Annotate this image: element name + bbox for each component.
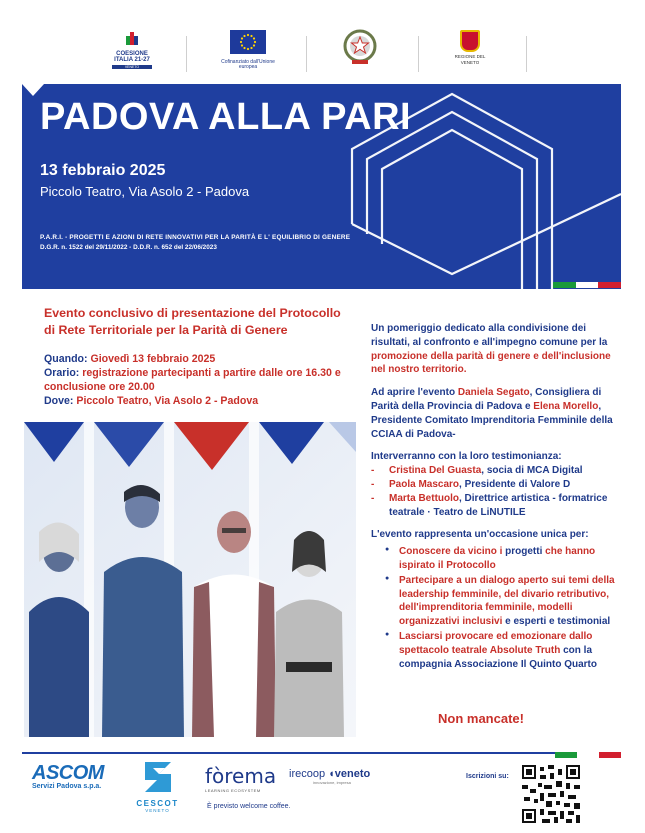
- registration-qr-code[interactable]: [522, 765, 580, 823]
- where-row: Dove: Piccolo Teatro, Via Asolo 2 - Padova: [44, 395, 259, 408]
- event-photo: [24, 422, 356, 737]
- logo-divider: [418, 36, 419, 72]
- veneto-caption: REGIONE DEL VENETO: [454, 54, 486, 65]
- italian-republic-emblem: [340, 28, 380, 69]
- opportunity-list: [385, 545, 621, 671]
- event-description: [371, 322, 621, 672]
- partner-logos-top: [0, 26, 645, 76]
- openers-paragraph: Ad aprire l'evento Daniela Segato, Consigliera di Parità della Provincia di Padova e Elena Morello, Presidente Comitato Imprenditoria Femminile della CCIAA di Padova-: [371, 387, 613, 440]
- cescot-logo: CESCOT VENETO: [130, 760, 185, 813]
- forema-logo: fòrema LEARNING ECOSYSTEM: [205, 764, 277, 793]
- speaker-item: - Cristina Del Guasta, socia di MCA Digital: [371, 464, 621, 478]
- italian-tricolor-bar: [553, 282, 621, 288]
- eu-flag-icon: [230, 30, 266, 54]
- closing-call: Non mancate!: [438, 711, 524, 726]
- description-paragraph: Un pomeriggio dedicato alla condivisione dei risultati, al confronto e all'impegno comune per la promozione della parità di genere e dell'inclusione nel nostro territorio.: [371, 323, 611, 376]
- irecoop-mark-icon: ◖: [328, 768, 335, 780]
- time-row: Orario: registrazione partecipanti a partire dalle ore 16.30 e conclusione ore 20.00: [44, 367, 341, 394]
- irecoop-logo: irecoop ◖veneto innovazione, impresa: [289, 768, 371, 785]
- registration-label: Iscrizioni su:: [466, 773, 509, 780]
- speakers-list: [371, 464, 621, 519]
- italian-emblem-icon: [342, 28, 378, 66]
- event-date: 13 febbraio 2025: [40, 162, 166, 179]
- opportunity-intro: L'evento rappresenta un'occasione unica per:: [371, 529, 589, 541]
- regione-veneto-logo: [445, 30, 495, 66]
- coesione-title: COESIONE ITALIA 21-27: [114, 50, 150, 64]
- ascom-logo: ASCOM Servizi Padova s.p.a.: [32, 762, 104, 790]
- coesione-icon: [124, 30, 140, 46]
- eu-caption: Cofinanziato dall'Unione europea: [221, 58, 275, 70]
- coesione-bar: VENETO: [112, 65, 152, 69]
- dgr-reference: D.G.R. n. 1522 del 29/11/2022 - D.D.R. n. 652 del 22/06/2023: [40, 244, 217, 251]
- speaker-item: - Marta Bettuolo, Direttrice artistica - formatrice teatrale · Teatro de LiNUTILE: [371, 492, 621, 520]
- event-title: PADOVA ALLA PARI: [40, 96, 412, 138]
- eu-cofunded-logo: [218, 30, 278, 71]
- footer-rule: [22, 752, 555, 754]
- opportunity-item: ● Partecipare a un dialogo aperto sui temi della leadership femminile, del divario retributivo, dell'imprenditoria femminile, modelli organizzativi inclusivi e esperti e testimonial: [385, 574, 621, 629]
- hero-banner: [22, 84, 621, 289]
- coesione-italia-logo: [112, 30, 152, 69]
- welcome-coffee-note: È previsto welcome coffee.: [207, 803, 291, 810]
- logo-divider: [526, 36, 527, 72]
- pari-project-line: P.A.R.I. - PROGETTI E AZIONI DI RETE INNOVATIVI PER LA PARITÀ E L' EQUILIBRIO DI GENERE: [40, 234, 351, 241]
- italian-tricolor-bar: [555, 752, 621, 758]
- logo-divider: [186, 36, 187, 72]
- event-place: Piccolo Teatro, Via Asolo 2 - Padova: [40, 184, 250, 199]
- speaker-item: - Paola Mascaro, Presidente di Valore D: [371, 478, 621, 492]
- speakers-intro: Interverranno con la loro testimonianza:: [371, 451, 562, 463]
- when-row: Quando: Giovedì 13 febbraio 2025: [44, 353, 216, 365]
- cescot-icon: [139, 760, 177, 794]
- logo-divider: [306, 36, 307, 72]
- veneto-crest-icon: [460, 30, 480, 52]
- opportunity-item: ● Lasciarsi provocare ed emozionare dallo spettacolo teatrale Absolute Truth con la compagnia Associazione Il Quinto Quarto: [385, 630, 621, 671]
- opportunity-item: ● Conoscere da vicino i progetti che hanno ispirato il Protocollo: [385, 545, 621, 573]
- intro-heading: Evento conclusivo di presentazione del Protocollo di Rete Territoriale per la Parità di Genere: [44, 306, 341, 337]
- event-details: [44, 352, 354, 408]
